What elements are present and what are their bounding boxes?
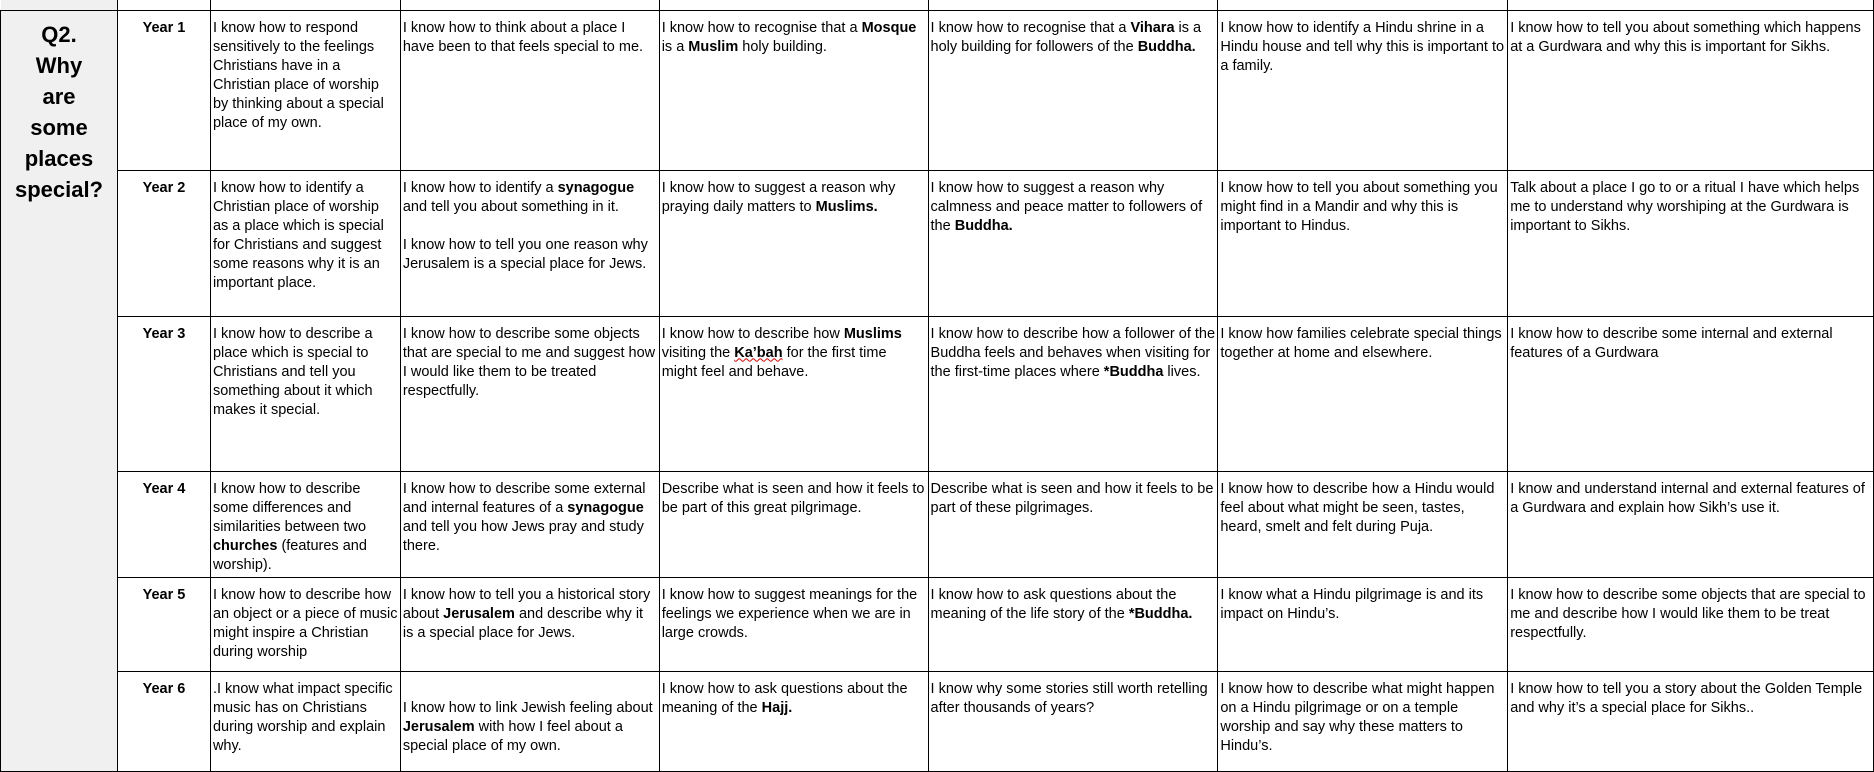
objective-text [1510,19,1871,57]
objective-cell-hinduism [1218,316,1508,471]
objective-cell-islam [659,471,928,577]
objective-cell-islam [659,577,928,671]
objective-fragment: is a holy building for followers of the [930,19,1202,55]
year-label: Year 3 [117,316,210,471]
objective-fragment: I know how to tell you about something which happens at a Gurdwara and why this is important for Sikhs. [1510,19,1861,55]
year-label: Year 5 [117,577,210,671]
objective-fragment: and tell you how Jews pray and study there. [402,518,644,554]
objective-text [662,586,926,643]
objective-text [931,179,1216,236]
objective-fragment: I know how to describe some internal and external features of a Gurdwara [1510,325,1833,361]
objective-cell-sikhism [1508,471,1874,577]
objective-keyword: synagogue [567,499,644,516]
objective-fragment: I know how to identify a Hindu shrine in a Hindu house and tell why this is important to a family. [1220,19,1505,74]
objective-fragment: with how I feel about a special place of my own. [402,718,623,754]
objective-cell-buddhism [928,577,1218,671]
objective-fragment: I know how to link Jewish feeling about [402,699,653,716]
objective-text [403,480,657,556]
objective-fragment: and describe why it is a special place for Jews. [402,605,644,641]
objective-text [403,586,657,643]
objective-text [931,480,1216,518]
objective-fragment: I know how to tell you one reason why Jerusalem is a special place for Jews. [402,236,648,272]
objective-keyword: Jerusalem [402,718,475,735]
objective-text [662,19,926,57]
year-row [1,10,1874,170]
objective-fragment: I know how families celebrate special things together at home and elsewhere. [1220,325,1502,361]
objective-text [1510,179,1871,236]
objective-text [213,480,398,575]
objective-keyword: Muslims. [815,198,878,215]
objective-cell-hinduism [1218,577,1508,671]
objective-fragment: (features and worship). [212,537,367,573]
objective-fragment: I know how to respond sensitively to the feelings Christians have in a Christian place of worship by thinking about a special place of my own. [212,19,384,131]
objective-fragment: I know how to tell you about something you might find in a Mandir and why this is important to Hindus. [1220,179,1498,234]
year-label: Year 2 [117,170,210,316]
objective-fragment: I know how to identify a [402,179,558,196]
objective-fragment: I know how to describe a place which is special to Christians and tell you something about it which makes it special. [212,325,373,418]
objective-fragment: is a [661,38,689,55]
objective-fragment: I know how to describe some objects that are special to me and describe how I would like them to be treat respectfully. [1510,586,1866,641]
objective-text [213,179,398,293]
objective-text [213,586,398,662]
question-cell [1,10,118,771]
objective-keyword: Mosque [861,19,917,36]
objective-fragment: I know how to suggest a reason why praying daily matters to [661,179,896,215]
objective-fragment: I know how to think about a place I have been to that feels special to me. [402,19,644,55]
objective-text [1510,680,1871,718]
objective-keyword: Muslim [688,38,739,55]
objective-fragment: holy building. [738,38,827,55]
objective-fragment: visiting the [661,344,735,361]
objective-cell-judaism [400,170,659,316]
objective-keyword: churches [212,537,278,554]
objective-cell-buddhism [928,471,1218,577]
objective-text [1220,480,1505,537]
objective-fragment: I know how to tell you a story about the Golden Temple and why it’s a special place for Sikhs.. [1510,680,1863,716]
objective-cell-christianity [210,671,400,771]
objective-fragment: I know and understand internal and external features of a Gurdwara and explain how Sikh’s use it. [1510,480,1865,516]
objective-text [1220,325,1505,363]
objective-fragment: I know how to describe how a Hindu would feel about what might be seen, tastes, heard, smelt and felt during Puja. [1220,480,1495,535]
objective-cell-islam [659,170,928,316]
objective-keyword: Buddha. [954,217,1013,234]
objective-cell-judaism [400,10,659,170]
question-title-line: special? [14,176,103,202]
objective-text [1220,19,1505,76]
objective-text [931,680,1216,718]
objective-cell-buddhism [928,671,1218,771]
objective-text [1510,480,1871,518]
objective-cell-hinduism [1218,170,1508,316]
objective-cell-christianity [210,471,400,577]
objective-keyword: Ka’bah [734,344,783,361]
year-row [1,316,1874,471]
objective-fragment: I know how to describe how [661,325,844,342]
objective-fragment: I know how to recognise that a [661,19,862,36]
objective-cell-judaism [400,471,659,577]
objective-cell-buddhism [928,316,1218,471]
objective-cell-buddhism [928,10,1218,170]
objective-fragment: I know how to recognise that a [930,19,1131,36]
objective-fragment: I know how to ask questions about the meaning of the [661,680,908,716]
objective-fragment: I know why some stories still worth retelling after thousands of years? [930,680,1208,716]
objective-fragment: for the first time might feel and behave. [661,344,887,380]
objective-text [403,236,657,274]
objective-cell-sikhism [1508,577,1874,671]
objective-text [213,325,398,420]
objective-text [1220,586,1505,624]
objective-fragment: lives. [1163,363,1201,380]
objective-keyword: Jerusalem [443,605,515,622]
objective-fragment: Describe what is seen and how it feels to be part of this great pilgrimage. [661,480,925,516]
objective-keyword: Vihara [1130,19,1175,36]
year-row [1,577,1874,671]
objective-keyword: Hajj. [761,699,793,716]
objective-text [931,586,1216,624]
objective-fragment: I know how to suggest meanings for the feelings we experience when we are in large crowds. [661,586,918,641]
question-title-line: some [30,114,88,140]
objective-text [1510,325,1871,363]
question-title-line: Why [35,52,83,78]
objective-fragment: I know what a Hindu pilgrimage is and its impact on Hindu’s. [1220,586,1484,622]
objective-cell-hinduism [1218,471,1508,577]
year-row [1,471,1874,577]
objective-cell-judaism [400,577,659,671]
objective-keyword: synagogue [557,179,635,196]
objective-fragment: and tell you about something in it. [402,198,619,215]
year-label: Year 4 [117,471,210,577]
objective-text [213,680,398,756]
objective-fragment: I know how to describe how an object or a piece of music might inspire a Christian during worship [212,586,398,660]
objective-fragment: .I know what impact specific music has on Christians during worship and explain why. [212,680,393,754]
objective-text [213,19,398,133]
objective-keyword: Buddha. [1137,38,1196,55]
objective-cell-sikhism [1508,170,1874,316]
objective-cell-judaism [400,316,659,471]
objective-text [931,19,1216,57]
objective-fragment: I know how to describe some differences and similarities between two [212,480,367,535]
objective-fragment: Describe what is seen and how it feels to be part of these pilgrimages. [930,480,1214,516]
objective-text [662,680,926,718]
objective-text [662,179,926,217]
objective-fragment: I know how to describe what might happen on a Hindu pilgrimage or on a temple worship and say why these matters to Hindu’s. [1220,680,1495,754]
objective-text [403,179,657,217]
year-label: Year 1 [117,10,210,170]
objective-cell-islam [659,10,928,170]
objective-text [403,19,657,57]
objective-fragment: I know how to suggest a reason why calmness and peace matter to followers of the [930,179,1203,234]
question-title [9,19,109,205]
objective-fragment: I know how to tell you a historical story about [402,586,651,622]
objective-text [931,325,1216,382]
objective-cell-hinduism [1218,671,1508,771]
objective-fragment: I know how to describe how a follower of the Buddha feels and behaves when visiting for the first-time places where [930,325,1216,380]
objective-cell-hinduism [1218,10,1508,170]
question-title-line: Q2. [41,21,77,47]
objective-text [1510,586,1871,643]
objective-text [662,480,926,518]
objective-fragment: I know how to ask questions about the meaning of the life story of the [930,586,1177,622]
objective-fragment: I know how to identify a Christian place of worship as a place which is special for Christians and suggest some reasons why it is an important place. [212,179,384,291]
objective-cell-sikhism [1508,10,1874,170]
year-label: Year 6 [117,671,210,771]
objective-text [662,325,926,382]
objective-fragment: I know how to describe some objects that are special to me and suggest how I would like them to be treated respectfully. [402,325,656,399]
question-title-line: places [24,145,94,171]
objective-text [403,699,657,756]
objective-keyword: *Buddha [1103,363,1164,380]
objective-cell-christianity [210,316,400,471]
objective-fragment: Talk about a place I go to or a ritual I have which helps me to understand why worshiping at the Gurdwara is important to Sikhs. [1510,179,1860,234]
objective-text [1220,179,1505,236]
objective-fragment: I know how to describe some external and internal features of a [402,480,646,516]
objective-cell-sikhism [1508,671,1874,771]
objective-cell-sikhism [1508,316,1874,471]
objective-cell-buddhism [928,170,1218,316]
year-row [1,671,1874,771]
objective-cell-judaism [400,671,659,771]
objective-keyword: *Buddha. [1128,605,1193,622]
year-row [1,170,1874,316]
question-title-line: are [42,83,76,109]
objective-cell-christianity [210,170,400,316]
objective-cell-islam [659,316,928,471]
objective-cell-christianity [210,10,400,170]
previous-row-edge [1,0,1874,10]
objective-cell-christianity [210,577,400,671]
objective-keyword: Muslims [843,325,902,342]
objective-text [403,325,657,401]
objective-text [1220,680,1505,756]
objective-cell-islam [659,671,928,771]
